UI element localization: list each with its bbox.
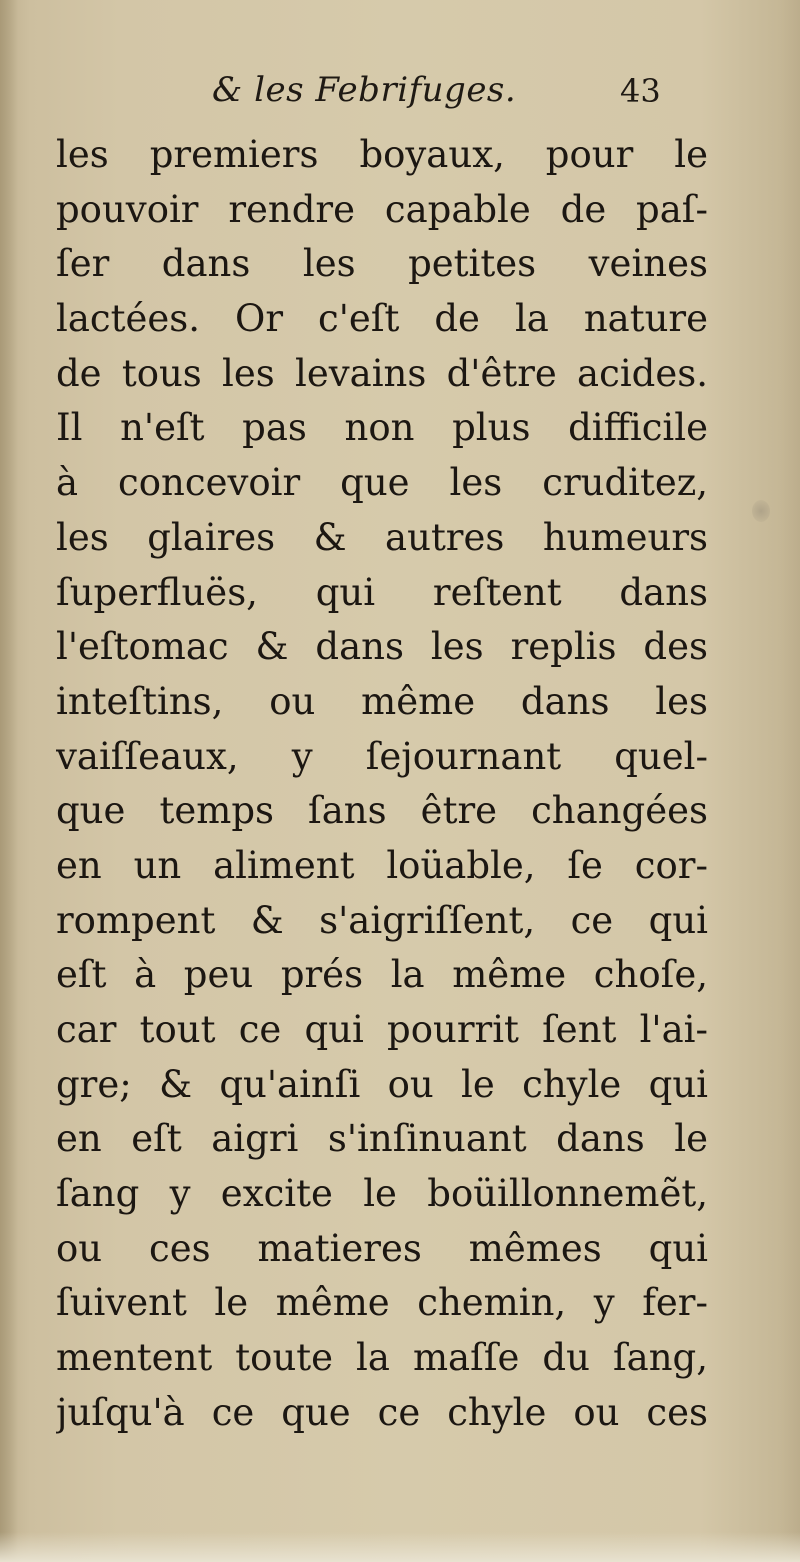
paper-stain	[752, 500, 770, 522]
text-line: juſqu'à ce que ce chyle ou ces	[56, 1390, 708, 1434]
text-line: Il n'eſt pas non plus difficile	[56, 406, 708, 450]
text-line: mentent toute la maſſe du ſang,	[56, 1336, 708, 1380]
text-line: les glaires & autres humeurs	[56, 515, 708, 559]
text-line: rompent & s'aigriſſent, ce qui	[56, 898, 708, 942]
text-line: car tout ce qui pourrit ſent l'ai-	[56, 1008, 708, 1051]
text-line: ou ces matieres mêmes qui	[56, 1226, 708, 1270]
text-line: en eſt aigri s'inſinuant dans le	[56, 1117, 708, 1161]
text-line: vaiſſeaux, y ſejournant quel-	[56, 734, 708, 778]
text-line: ſang y excite le boüillonnemẽt,	[56, 1172, 708, 1216]
running-title: & les Febrifuges.	[212, 70, 517, 110]
text-line: pouvoir rendre capable de paſ-	[56, 187, 708, 231]
page-header	[212, 70, 692, 120]
text-line: inteſtins, ou même dans les	[56, 679, 708, 723]
text-line: de tous les levains d'être acides.	[56, 351, 708, 395]
text-line: gre; & qu'ainſi ou le chyle qui	[56, 1062, 708, 1106]
text-line: ſuivent le même chemin, y fer-	[56, 1281, 708, 1325]
text-line: ſuperfluës, qui reſtent dans	[56, 570, 708, 614]
body-text	[56, 128, 708, 1441]
text-line: les premiers boyaux, pour le	[56, 133, 708, 176]
text-line: l'eſtomac & dans les replis des	[56, 625, 708, 669]
page-number: 43	[620, 72, 661, 110]
text-line: que temps ſans être changées	[56, 789, 708, 833]
text-line: ſer dans les petites veines	[56, 242, 708, 286]
text-line: lactées. Or c'eſt de la nature	[56, 297, 708, 341]
text-line: à concevoir que les cruditez,	[56, 461, 708, 505]
text-line: eſt à peu prés la même choſe,	[56, 953, 708, 997]
text-line: en un aliment loüable, ſe cor-	[56, 843, 708, 887]
